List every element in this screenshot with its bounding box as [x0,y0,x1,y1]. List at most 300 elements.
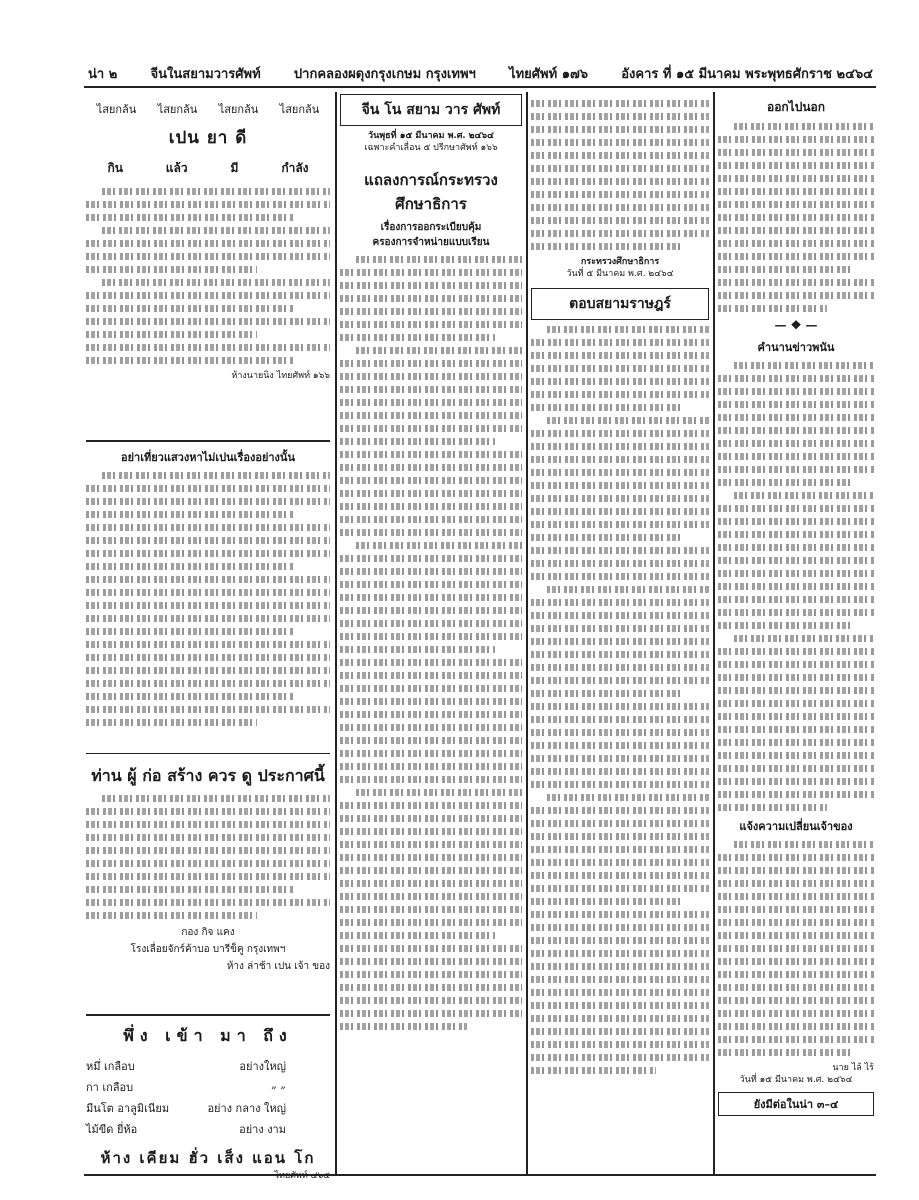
text-line [531,113,709,120]
text-line [718,739,874,746]
text-line [531,716,709,723]
text-line [340,971,522,978]
signoff: นาย ไล้ ไร้ [832,1063,874,1073]
text-line [718,505,874,512]
text-line [340,620,522,627]
text-line [102,795,330,802]
issue-date: อังคาร ที่ ๑๕ มีนาคม พระพุทธศักราช ๒๔๖๔ [621,67,873,82]
text-line [340,607,522,614]
text-line [718,622,851,629]
ministry-signature: กระทรวงศึกษาธิการ [580,257,660,267]
text-line [531,547,709,554]
text-line [718,201,874,208]
text-line [340,854,522,861]
text-line [531,482,709,489]
ornament: — ❖ — [774,318,818,332]
signoff-date: วันที่ ๑๕ มีนาคม พ.ศ. ๒๔๖๔ [739,1075,853,1085]
text-line [531,378,709,385]
text-line [531,911,709,918]
text-line [718,726,874,733]
text-line [734,123,874,130]
text-line [86,305,293,312]
story-title: อย่าเที่ยวแสวงหาไม่เปนเรื่องอย่างนั้น [121,450,295,464]
continued-box [718,1092,874,1116]
text-line [531,456,709,463]
column-2 [340,94,522,1174]
text-line [340,386,522,393]
text-line [531,230,709,237]
text-line [340,321,522,328]
text-line [718,188,874,195]
text-line [718,279,874,286]
text-line [531,217,709,224]
text-line [547,417,709,424]
text-line [531,599,709,606]
text-line [718,214,874,221]
masthead: จีน โน สยาม วาร ศัพท์ [361,102,501,118]
text-line [340,945,522,952]
text-line [531,243,682,250]
text-line [531,677,709,684]
text-line [102,472,330,479]
text-line [340,997,522,1004]
text-line [86,253,330,260]
col3-body [531,326,709,1074]
text-line [102,188,330,195]
text-line [718,531,874,538]
text-line [547,326,709,333]
text-line [531,690,682,697]
text-line [86,266,257,273]
section-ownership-change: แจ้งความเปลี่ยนเจ้าของ [739,820,853,833]
page-header [88,62,873,84]
text-line [531,1067,656,1074]
ad-sub-word: กิน [107,161,123,175]
text-line [718,984,874,991]
text-line [340,360,522,367]
text-line [718,791,874,798]
text-line [340,425,522,432]
section-gambling: คำนานข่าวพนัน [757,341,835,354]
text-line [718,253,874,260]
arrival-ad [86,1016,330,1182]
text-line [531,781,709,788]
text-line [340,763,522,770]
column-3 [531,94,709,1174]
text-line [340,282,522,289]
text-line [531,352,709,359]
column-rule-2 [526,92,528,1174]
text-line [340,711,522,718]
arrival-title: พึ่ง เข้า มา ถึง [123,1025,293,1045]
text-line [340,958,522,965]
text-line [718,687,874,694]
section-title: ตอบสยามราษฎร์ [569,296,671,312]
ad-body [86,188,330,364]
text-line [718,700,874,707]
text-line [531,126,709,133]
text-line [340,659,522,666]
text-line [356,542,522,549]
text-line [718,854,874,861]
text-line [340,438,495,445]
ad-word: ไสยกล้น [279,103,320,116]
builder-notice [86,754,330,1014]
text-line [718,544,874,551]
text-line [340,464,522,471]
text-line [547,586,709,593]
arrival-item: กา เกลือบ „ „ [86,1077,286,1094]
text-line [340,828,522,835]
text-line [531,391,709,398]
ad-footer: ห้างนายนิง ไทยศัพท์ ๑๖๖ [231,371,330,381]
text-line [340,568,522,575]
text-line [718,453,874,460]
text-line [340,724,522,731]
column-4 [718,94,874,1174]
text-line [718,518,874,525]
going-abroad-body [718,123,874,312]
continued-note: ยังมีต่อในน่า ๓–๔ [753,1098,839,1111]
text-line [340,685,522,692]
text-line [102,227,330,234]
text-line [531,560,709,567]
text-line [531,664,709,671]
text-line [531,820,709,827]
text-line [531,1015,709,1022]
text-line [718,752,874,759]
text-line [531,430,709,437]
ownership-body [718,841,874,1056]
text-line [531,1054,709,1061]
text-line [718,557,874,564]
text-line [86,899,330,906]
divider [86,1014,330,1016]
text-line [718,932,874,939]
text-line [718,583,874,590]
text-line [531,833,709,840]
text-line [531,534,682,541]
text-line [340,893,522,900]
text-line [340,906,522,913]
text-line [718,375,874,382]
text-line [356,256,522,263]
text-line [531,872,709,879]
text-line [734,635,874,642]
text-line [340,555,522,562]
text-line [340,412,522,419]
text-line [718,919,874,926]
text-line [718,609,874,616]
text-line [340,646,495,653]
text-line [86,680,330,687]
text-line [86,719,257,726]
text-line [340,737,522,744]
text-line [531,807,709,814]
article-title-2: ศึกษาธิการ [395,195,467,213]
text-line [86,485,330,492]
text-line [86,357,293,364]
text-line [718,388,874,395]
text-line [718,997,874,1004]
arrival-item: ไม้ขีด ยี่ห้อ อย่าง งาม [86,1122,286,1136]
text-line [531,612,709,619]
text-line [86,693,293,700]
text-line [531,1028,709,1035]
text-line [531,152,709,159]
text-line [718,162,874,169]
text-line [718,971,874,978]
text-line [86,615,330,622]
text-line [340,477,522,484]
arrival-footer: ไทยศัพท์ ๔๖๕ [274,1170,330,1181]
text-line [86,886,293,893]
text-line [718,765,874,772]
text-line [340,1023,467,1030]
text-line [531,638,709,645]
text-line [86,628,293,635]
text-line [86,873,330,880]
text-line [86,589,330,596]
ad-word: ไสยกล้น [96,103,137,116]
text-line [531,963,709,970]
text-line [718,674,874,681]
text-line [718,713,874,720]
publisher: ปากคลองผดุงกรุงเกษม กรุงเทพฯ [293,67,476,82]
text-line [547,794,709,801]
text-line [718,804,827,811]
text-line [531,898,682,905]
masthead-note: เฉพาะคำเลื่อน ๕ ปรีกษาศัพท์ ๑๖๖ [364,143,498,153]
section-title-box [531,288,709,320]
text-line [340,1010,522,1017]
text-line [340,802,522,809]
text-line [531,859,709,866]
column-rule-3 [713,92,715,1174]
text-line [531,469,709,476]
text-line [718,149,874,156]
text-line [718,440,874,447]
masthead-box [340,94,522,126]
text-line [86,667,330,674]
text-line [340,880,522,887]
text-line [86,331,257,338]
notice-company: โรงเลื่อยจักร์ค้าบอ บารีข็คู กรุงเทพฯ [130,944,286,955]
text-line [531,573,709,580]
text-line [718,266,851,273]
text-line [718,479,851,486]
text-line [86,654,330,661]
notice-title: ท่าน ผู้ ก่อ สร้าง ควร ดู ประกาศนี้ [91,766,325,785]
text-line [718,466,874,473]
text-line [86,318,330,325]
text-line [718,1010,874,1017]
text-line [86,498,330,505]
text-line [718,867,874,874]
text-line [86,240,330,247]
text-line [86,537,330,544]
text-line [86,641,330,648]
story [86,442,330,753]
text-line [531,100,709,107]
notice-signer: กอง กิจ แคง [181,927,235,938]
gambling-body [718,362,874,811]
divider [86,440,330,442]
text-line [86,576,330,583]
text-line [718,305,827,312]
text-line [531,768,709,775]
text-line [531,443,709,450]
text-line [718,945,874,952]
text-line [356,789,522,796]
text-line [340,490,522,497]
text-line [718,1049,851,1056]
text-line [531,165,709,172]
text-line [531,339,709,346]
text-line [531,1041,709,1048]
text-line [86,860,330,867]
text-line [531,495,709,502]
text-line [86,214,293,221]
text-line [734,841,874,848]
article-title: แถลงการณ์กระทรวง [364,171,498,189]
text-line [531,508,709,515]
text-line [531,846,709,853]
text-line [531,755,709,762]
text-line [86,201,330,208]
text-line [531,885,709,892]
col3-top-text [531,100,709,250]
text-line [86,292,330,299]
text-line [531,1002,709,1009]
text-line [734,492,874,499]
text-line [718,227,874,234]
notice-owner: ห้าง ล่าช้า เปน เจ้า ของ [226,961,330,972]
text-line [718,136,874,143]
text-line [531,651,709,658]
page-number: น่า ๒ [88,67,118,82]
text-line [86,563,293,570]
text-line [340,399,522,406]
text-line [340,698,522,705]
text-line [340,451,522,458]
text-line [86,511,293,518]
text-line [531,204,709,211]
ad-sub-word: แล้ว [165,161,188,175]
section-going-abroad: ออกไปนอก [766,100,825,114]
text-line [531,937,709,944]
text-line [718,175,874,182]
text-line [340,932,495,939]
text-line [86,834,330,841]
text-line [531,976,709,983]
text-line [531,950,709,957]
column-rule-1 [335,92,337,1174]
text-line [718,414,874,421]
text-line [86,344,330,351]
text-line [340,308,522,315]
text-line [86,602,330,609]
text-line [531,742,709,749]
text-line [340,295,522,302]
text-line [531,191,709,198]
text-line [340,672,522,679]
text-line [718,661,874,668]
arrival-list [86,1057,330,1138]
text-line [340,529,522,536]
article-subtitle-2: ครองการจำหน่ายแบบเรียน [372,237,490,248]
text-line [340,503,522,510]
text-line [340,581,522,588]
text-line [86,550,330,557]
text-line [86,821,330,828]
ministry-date: วันที่ ๕ มีนาคม พ.ศ. ๒๔๖๔ [566,269,674,279]
text-line [531,729,709,736]
arrival-item: มีนโต อาลูมิเนียม อย่าง กลาง ใหญ่ [86,1101,286,1115]
arrival-item: หมึ่ เกลือบ อย่างใหญ่ [86,1059,286,1073]
text-line [86,808,330,815]
text-line [718,427,874,434]
arrival-shop: ห้าง เคียม ฮั่ว เส็ง แอน โก [100,1148,316,1167]
article-subtitle: เรื่องการออกระเบียบคุ้ม [380,222,482,233]
text-line [340,516,522,523]
text-line [86,847,330,854]
text-line [531,521,709,528]
ad-sub-word: มี [230,161,239,175]
text-line [718,401,874,408]
masthead-date: วันพุธที่ ๑๕ มีนาคม พ.ศ. ๒๔๖๔ [368,131,494,141]
text-line [718,648,874,655]
text-line [718,958,874,965]
ad-word: ไสยกล้น [157,103,198,116]
text-line [340,594,522,601]
text-line [718,778,874,785]
ad-word: ไสยกล้น [218,103,259,116]
issue-number: ไทยศัพท์ ๑๗๖ [509,67,588,82]
text-line [718,292,874,299]
paper-name: จีนในสยามวารศัพท์ [150,67,261,82]
divider [86,753,330,755]
text-line [340,776,522,783]
text-line [340,373,522,380]
text-line [356,347,522,354]
text-line [718,893,874,900]
text-line [340,867,522,874]
text-line [718,240,874,247]
ad-title: เปน ยา ดี [168,128,248,148]
text-line [531,139,709,146]
ad-sub-word: กำลัง [281,161,309,175]
ad-subtitle [86,159,330,178]
text-line [531,989,709,996]
medicine-ad [86,100,330,440]
column-1 [86,94,330,1181]
text-line [718,906,874,913]
text-line [340,919,522,926]
text-line [340,841,522,848]
text-line [531,924,709,931]
text-line [102,279,330,286]
text-line [531,703,709,710]
text-line [340,334,495,341]
text-line [531,178,709,185]
text-line [718,596,874,603]
text-line [718,570,874,577]
text-line [734,362,874,369]
article-body [340,256,522,1030]
text-line [531,365,709,372]
text-line [718,1023,874,1030]
